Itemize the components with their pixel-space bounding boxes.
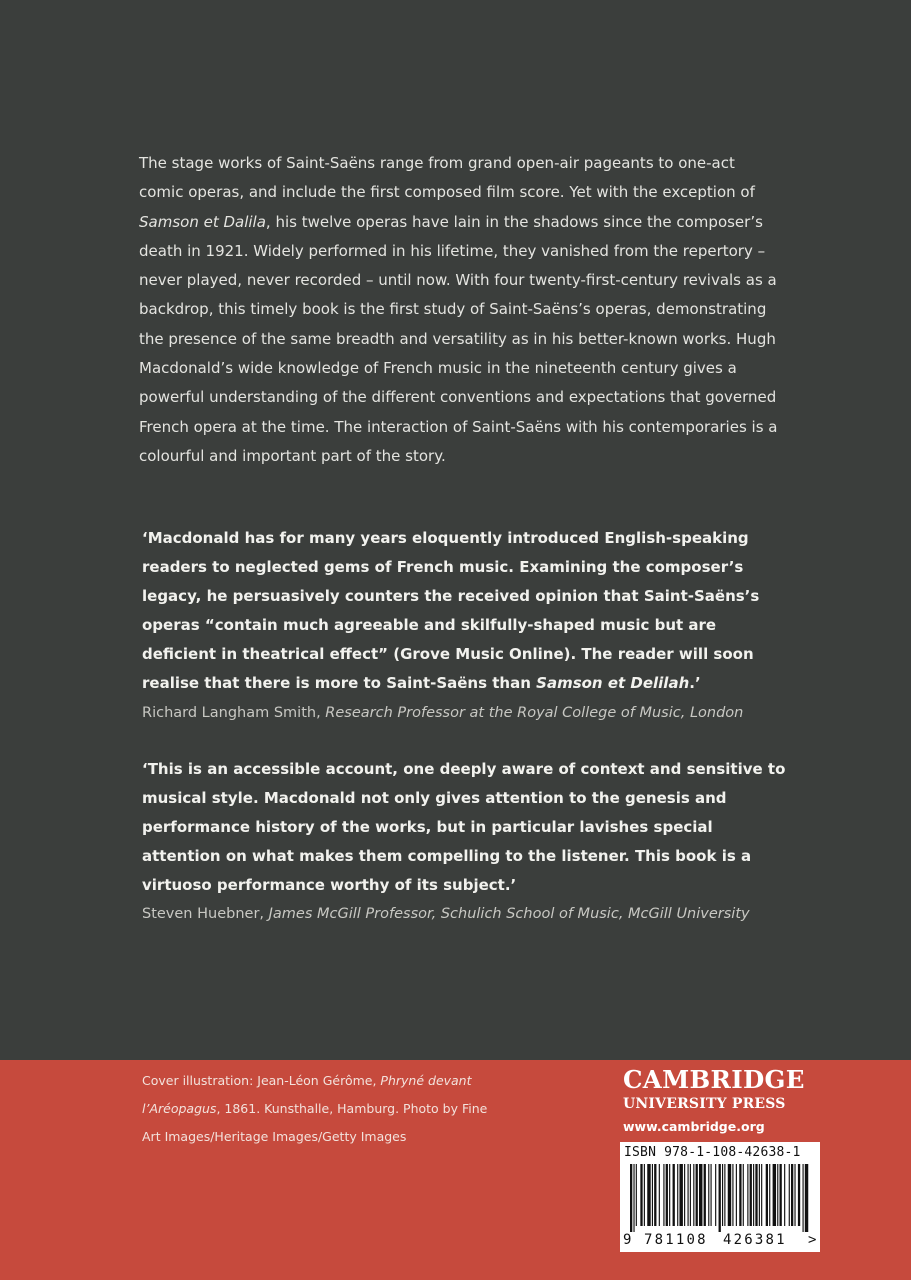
barcode-bar <box>761 1164 762 1226</box>
quote-1-text: ‘Macdonald has for many years eloquently introduced English-speaking readers to neglected gems of French music. Examining the composer’s legacy, he persuasively counters the received opinion that Saint-Saëns’s operas “contain much agreeable and skilfully-shaped music but are deficient in theatrical effect” (Grove Music Online). The reader will soon realise that there is more to Saint-Saëns than <box>142 529 760 692</box>
isbn-number: ISBN 978-1-108-42638-1 <box>624 1145 801 1160</box>
barcode-bar <box>711 1164 712 1226</box>
barcode-bar <box>750 1164 752 1226</box>
publisher-url: www.cambridge.org <box>623 1119 765 1134</box>
barcode-bar <box>753 1164 754 1226</box>
barcode-bar <box>791 1164 793 1226</box>
endorsement-author-1 <box>142 703 822 723</box>
author-1-name: Richard Langham Smith, <box>142 705 326 721</box>
barcode-bar <box>708 1164 709 1226</box>
barcode-bar <box>699 1164 702 1226</box>
barcode-bar <box>777 1164 778 1226</box>
endorsement-quote-2 <box>142 755 792 900</box>
barcode-bar <box>684 1164 685 1226</box>
quote-1-end: .’ <box>689 674 701 692</box>
barcode-bar <box>673 1164 675 1226</box>
barcode-bar <box>715 1164 716 1226</box>
publisher-logo <box>623 1066 823 1138</box>
barcode-bar <box>644 1164 645 1226</box>
barcode-bar <box>773 1164 776 1226</box>
barcode-bar <box>759 1164 760 1226</box>
barcode-bar <box>747 1164 748 1226</box>
barcode-bar <box>630 1164 632 1232</box>
quote-2-text: ‘This is an accessible account, one deeply aware of context and sensitive to musical style. Macdonald not only gives attention to the genesis and performance history of the works, but in particular lavishes special attention on what makes them compelling to the listener. This book is a virtuoso performance worthy of its subject.’ <box>142 760 786 894</box>
barcode-bar <box>798 1164 800 1226</box>
author-2-role: James McGill Professor, Schulich School of Music, McGill University <box>268 906 750 922</box>
barcode-bar <box>789 1164 790 1226</box>
barcode-bar <box>663 1164 664 1226</box>
barcode-group-2: 426381 <box>723 1232 787 1248</box>
description-title-italic: Samson et Dalila <box>139 212 266 231</box>
barcode-bar <box>719 1164 721 1232</box>
author-1-role: Research Professor at the Royal College of Music, London <box>325 705 744 721</box>
barcode-bar <box>679 1164 682 1226</box>
barcode-bar <box>780 1164 782 1226</box>
endorsement-quote-1 <box>142 524 792 698</box>
barcode-bar <box>696 1164 698 1226</box>
barcode-bar <box>805 1164 808 1232</box>
barcode-bar <box>677 1164 678 1226</box>
barcode-bar <box>690 1164 691 1226</box>
quote-1-italic: Samson et Delilah <box>536 674 690 692</box>
author-2-name: Steven Huebner, <box>142 906 269 922</box>
barcode-bar <box>666 1164 668 1226</box>
barcode-bar <box>659 1164 660 1226</box>
barcode-bar <box>794 1164 795 1226</box>
barcode-bar <box>766 1164 768 1226</box>
barcode-bar <box>693 1164 694 1226</box>
cover-illustration-credit <box>142 1067 502 1151</box>
barcode-bar <box>688 1164 689 1226</box>
barcode-bar <box>722 1164 723 1226</box>
barcode-bar <box>769 1164 770 1226</box>
barcode-bar <box>732 1164 733 1226</box>
barcode-bar <box>704 1164 706 1226</box>
barcode-bar <box>728 1164 731 1226</box>
barcode-bar <box>784 1164 785 1226</box>
barcode-group-1: 781108 <box>644 1232 708 1248</box>
description-text-1: The stage works of Saint-Saëns range from grand open-air pageants to one-act comic operas, and include the first composed film score. Yet with the exception of <box>139 154 755 202</box>
barcode-bar <box>739 1164 741 1226</box>
publisher-subname: UNIVERSITY PRESS <box>623 1096 786 1112</box>
barcode-bar <box>633 1164 634 1232</box>
barcode-bars <box>630 1164 810 1232</box>
endorsement-author-2 <box>142 904 822 924</box>
barcode-bar <box>647 1164 650 1226</box>
barcode-bar <box>640 1164 642 1226</box>
credit-text-2: , 1861. Kunsthalle, Hamburg. Photo by Fine Art Images/Heritage Images/Getty Images <box>142 1101 488 1144</box>
credit-italic: Phryné devant l’Aréopagus <box>142 1073 472 1116</box>
barcode-lead-digit: 9 <box>623 1232 632 1248</box>
barcode-bar <box>743 1164 744 1226</box>
isbn-barcode <box>620 1142 820 1252</box>
description-text-2: , his twelve operas have lain in the shadows since the composer’s death in 1921. Widely performed in his lifetime, they vanished from the repertory – never played, never recorded – until now. With four twenty-first-century revivals as a backdrop, this timely book is the first study of Saint-Saëns’s operas, demonstrating the presence of the same breadth and versatility as in his better-known works. Hugh Macdonald’s wide knowledge of French music in the nineteenth century gives a powerful understanding of the different conventions and expectations that governed French opera at the time. The interaction of Saint-Saëns with his contemporaries is a colourful and important part of the story. <box>139 212 778 465</box>
barcode-bar <box>654 1164 656 1226</box>
barcode-bar <box>652 1164 653 1226</box>
barcode-bar <box>803 1164 804 1232</box>
barcode-bar <box>669 1164 670 1226</box>
barcode-bar <box>755 1164 757 1226</box>
credit-text-1: Cover illustration: Jean-Léon Gérôme, <box>142 1073 381 1088</box>
barcode-bar <box>636 1164 637 1226</box>
publisher-name: CAMBRIDGE <box>623 1065 805 1094</box>
barcode-bar <box>724 1164 725 1226</box>
barcode-bar <box>736 1164 737 1226</box>
book-description <box>139 149 779 471</box>
barcode-end-mark: > <box>808 1232 817 1248</box>
